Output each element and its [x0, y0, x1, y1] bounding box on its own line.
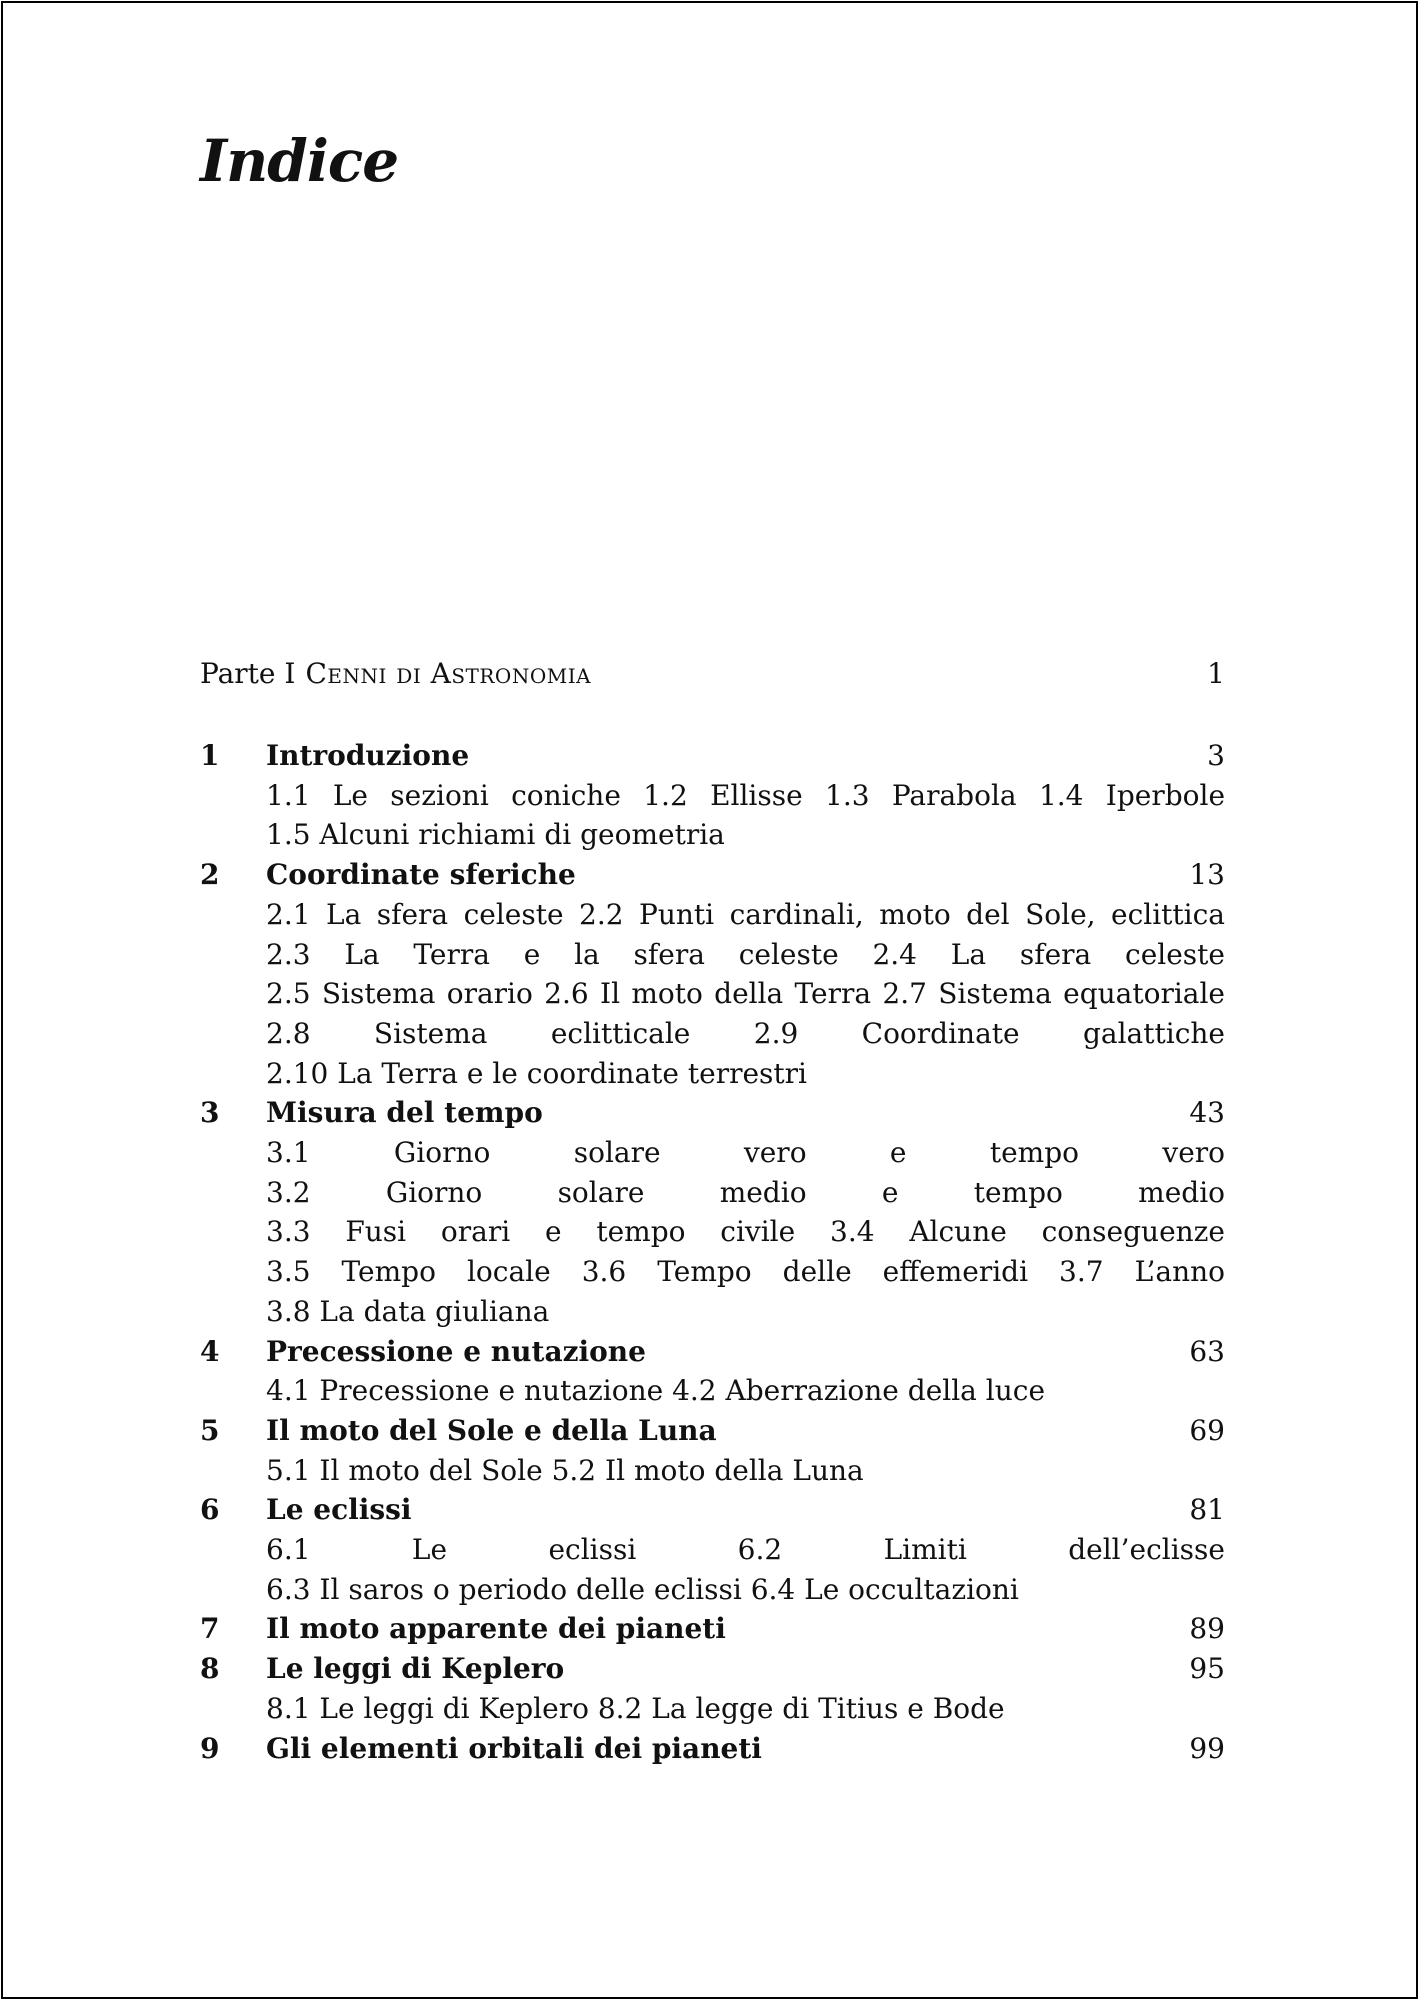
- chapter-number: 4: [200, 1334, 220, 1368]
- chapter-title: Coordinate sferiche: [266, 858, 576, 892]
- section-entry: 8.1 Le leggi di Keplero: [266, 1691, 589, 1725]
- chapter-number: 6: [200, 1493, 220, 1527]
- toc-chapter: [200, 1649, 1225, 1689]
- section-entry: 6.1 Le eclissi: [266, 1533, 637, 1567]
- section-list: [266, 1133, 1225, 1332]
- section-entry: 6.3 Il saros o periodo delle eclissi: [266, 1572, 742, 1606]
- section-list: [266, 895, 1225, 1094]
- section-entry: 1.5 Alcuni richiami di geometria: [266, 818, 725, 852]
- page-title: Indice: [200, 127, 399, 195]
- chapter-page-number: 89: [1189, 1612, 1225, 1646]
- toc-chapter: [200, 1490, 1225, 1530]
- section-list: [266, 1451, 1225, 1491]
- chapter-title: Le leggi di Keplero: [266, 1652, 565, 1686]
- section-entry: 3.4 Alcune conseguenze: [830, 1215, 1225, 1249]
- section-entry: 2.3 La Terra e la sfera celeste: [266, 937, 839, 971]
- section-entry: 2.2 Punti cardinali, moto del Sole, eclittica: [579, 897, 1226, 931]
- section-entry: 4.2 Aberrazione della luce: [672, 1374, 1046, 1408]
- part-label: Parte I: [200, 657, 296, 690]
- section-entry: 6.4 Le occultazioni: [750, 1572, 1019, 1606]
- chapter-title: Misura del tempo: [266, 1096, 543, 1130]
- chapter-page-number: 3: [1207, 739, 1225, 772]
- chapter-number: 9: [200, 1731, 220, 1765]
- section-entry: 1.1 Le sezioni coniche: [266, 778, 621, 812]
- toc-chapter: [200, 1332, 1225, 1372]
- chapter-title: Il moto del Sole e della Luna: [266, 1413, 717, 1447]
- toc-chapter: [200, 1093, 1225, 1133]
- chapter-page-number: 69: [1189, 1413, 1225, 1447]
- chapter-number: 7: [200, 1612, 220, 1646]
- toc-chapter: [200, 855, 1225, 895]
- part-name: Cenni di Astronomia: [305, 657, 592, 690]
- section-entry: 8.2 La legge di Titius e Bode: [597, 1691, 1005, 1725]
- toc-chapter: [200, 1609, 1225, 1649]
- chapter-page-number: 13: [1189, 858, 1225, 892]
- section-entry: 3.7 L’anno: [1059, 1255, 1225, 1289]
- chapter-page-number: 99: [1189, 1731, 1225, 1765]
- section-entry: 4.1 Precessione e nutazione: [266, 1374, 664, 1408]
- chapter-title: Il moto apparente dei pianeti: [266, 1612, 726, 1646]
- chapter-title: Introduzione: [266, 739, 470, 772]
- chapter-page-number: 43: [1189, 1096, 1225, 1130]
- section-entry: 2.5 Sistema orario: [266, 977, 533, 1011]
- section-entry: 3.1 Giorno solare vero e tempo vero: [266, 1136, 1225, 1170]
- section-entry: 1.3 Parabola: [825, 778, 1017, 812]
- part-heading: [200, 654, 1225, 694]
- section-entry: 3.3 Fusi orari e tempo civile: [266, 1215, 796, 1249]
- section-list: [266, 776, 1225, 855]
- toc-chapter: [200, 1411, 1225, 1451]
- section-entry: 3.6 Tempo delle effemeridi: [581, 1255, 1029, 1289]
- section-entry: 2.1 La sfera celeste: [266, 897, 564, 931]
- section-entry: 5.1 Il moto del Sole: [266, 1453, 543, 1487]
- section-entry: 2.9 Coordinate galattiche: [753, 1016, 1225, 1050]
- chapter-number: 2: [200, 858, 220, 892]
- table-of-contents: [200, 736, 1225, 1768]
- section-entry: 1.2 Ellisse: [643, 778, 803, 812]
- chapter-page-number: 63: [1189, 1334, 1225, 1368]
- chapter-page-number: 95: [1189, 1652, 1225, 1686]
- chapter-number: 5: [200, 1413, 220, 1447]
- chapter-number: 1: [200, 739, 220, 772]
- section-entry: 2.7 Sistema equatoriale: [882, 977, 1226, 1011]
- section-entry: 2.10 La Terra e le coordinate terrestri: [266, 1056, 807, 1090]
- toc-chapter: [200, 736, 1225, 776]
- section-list: [266, 1530, 1225, 1609]
- section-list: [266, 1689, 1225, 1729]
- section-entry: 3.2 Giorno solare medio e tempo medio: [266, 1175, 1225, 1209]
- toc-chapter: [200, 1729, 1225, 1769]
- section-entry: 5.2 Il moto della Luna: [551, 1453, 864, 1487]
- section-entry: 6.2 Limiti dell’eclisse: [737, 1533, 1225, 1567]
- section-entry: 3.8 La data giuliana: [266, 1294, 550, 1328]
- chapter-number: 8: [200, 1652, 220, 1686]
- section-entry: 2.4 La sfera celeste: [872, 937, 1226, 971]
- section-entry: 3.5 Tempo locale: [266, 1255, 551, 1289]
- chapter-title: Gli elementi orbitali dei pianeti: [266, 1731, 762, 1765]
- chapter-page-number: 81: [1189, 1493, 1225, 1527]
- section-entry: 2.6 Il moto della Terra: [544, 977, 872, 1011]
- chapter-title: Precessione e nutazione: [266, 1334, 646, 1368]
- section-list: [266, 1371, 1225, 1411]
- chapter-number: 3: [200, 1096, 220, 1130]
- section-entry: 2.8 Sistema eclitticale: [266, 1016, 691, 1050]
- chapter-title: Le eclissi: [266, 1493, 412, 1527]
- part-page-number: 1: [1207, 657, 1225, 690]
- section-entry: 1.4 Iperbole: [1038, 778, 1226, 812]
